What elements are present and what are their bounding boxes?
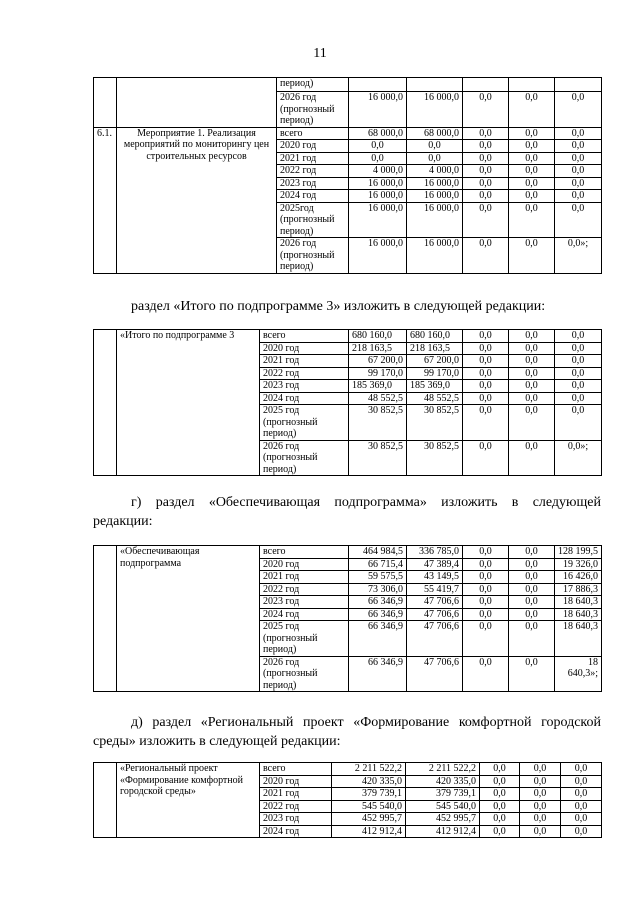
value-cell: 0,0 bbox=[509, 440, 555, 476]
value-cell: 0,0 bbox=[555, 405, 602, 441]
period-cell: всего bbox=[260, 546, 349, 559]
period-cell: 2022 год bbox=[277, 165, 349, 178]
value-cell: 0,0 bbox=[555, 392, 602, 405]
value-cell: 0,0 bbox=[463, 152, 509, 165]
instruction-line: среды» изложить в следующей редакции: bbox=[93, 734, 341, 749]
value-cell: 0,0 bbox=[555, 92, 602, 128]
description-cell bbox=[117, 78, 277, 128]
value-cell: 0,0 bbox=[407, 152, 463, 165]
period-cell: всего bbox=[260, 763, 332, 776]
period-cell: 2023 год bbox=[277, 177, 349, 190]
value-cell: 48 552,5 bbox=[349, 392, 407, 405]
value-cell: 0,0 bbox=[463, 546, 509, 559]
row-number-cell: 6.1. bbox=[94, 127, 117, 273]
value-cell: 0,0 bbox=[349, 140, 407, 153]
value-cell: 0,0»; bbox=[555, 238, 602, 274]
value-cell: 0,0 bbox=[463, 367, 509, 380]
description-cell: Мероприятие 1. Реализация мероприятий по мониторингу цен строительных ресурсов bbox=[117, 127, 277, 273]
value-cell bbox=[555, 78, 602, 92]
value-cell: 16 000,0 bbox=[407, 238, 463, 274]
value-cell: 0,0 bbox=[463, 127, 509, 140]
value-cell: 0,0 bbox=[520, 813, 561, 826]
value-cell: 0,0 bbox=[463, 656, 509, 692]
value-cell: 0,0 bbox=[509, 342, 555, 355]
value-cell: 16 000,0 bbox=[349, 92, 407, 128]
value-cell: 16 000,0 bbox=[349, 190, 407, 203]
value-cell: 43 149,5 bbox=[407, 571, 463, 584]
period-cell: 2023 год bbox=[260, 813, 332, 826]
period-cell: 2021 год bbox=[260, 571, 349, 584]
period-cell: 2021 год bbox=[260, 788, 332, 801]
value-cell: 47 706,6 bbox=[407, 656, 463, 692]
period-cell: 2020 год bbox=[260, 775, 332, 788]
value-cell: 336 785,0 bbox=[407, 546, 463, 559]
value-cell: 0,0 bbox=[520, 800, 561, 813]
value-cell: 0,0 bbox=[509, 177, 555, 190]
value-cell: 0,0 bbox=[509, 330, 555, 343]
value-cell: 59 575,5 bbox=[349, 571, 407, 584]
value-cell bbox=[509, 78, 555, 92]
name-cell: «Итого по подпрограмме 3 bbox=[117, 330, 260, 476]
table-row bbox=[94, 546, 602, 559]
value-cell: 412 912,4 bbox=[332, 825, 406, 838]
value-cell: 66 715,4 bbox=[349, 558, 407, 571]
value-cell: 0,0 bbox=[463, 140, 509, 153]
value-cell: 0,0 bbox=[480, 825, 520, 838]
period-cell: 2023 год bbox=[260, 380, 349, 393]
value-cell: 99 170,0 bbox=[349, 367, 407, 380]
value-cell: 680 160,0 bbox=[407, 330, 463, 343]
value-cell: 0,0 bbox=[555, 152, 602, 165]
value-cell: 30 852,5 bbox=[349, 440, 407, 476]
period-cell: 2024 год bbox=[260, 392, 349, 405]
value-cell: 0,0 bbox=[463, 202, 509, 238]
period-cell: 2022 год bbox=[260, 367, 349, 380]
value-cell: 0,0 bbox=[509, 202, 555, 238]
value-cell: 0,0 bbox=[561, 788, 602, 801]
value-cell: 0,0 bbox=[555, 190, 602, 203]
value-cell: 0,0 bbox=[509, 355, 555, 368]
period-cell: всего bbox=[260, 330, 349, 343]
budget-table-support-subprogram bbox=[93, 545, 602, 692]
value-cell: 16 000,0 bbox=[407, 177, 463, 190]
value-cell: 0,0 bbox=[463, 380, 509, 393]
value-cell: 0,0 bbox=[561, 763, 602, 776]
value-cell: 66 346,9 bbox=[349, 596, 407, 609]
value-cell: 379 739,1 bbox=[332, 788, 406, 801]
period-cell: 2020 год bbox=[260, 342, 349, 355]
value-cell: 47 706,6 bbox=[407, 596, 463, 609]
value-cell: 67 200,0 bbox=[349, 355, 407, 368]
value-cell: 0,0 bbox=[561, 825, 602, 838]
value-cell: 4 000,0 bbox=[349, 165, 407, 178]
budget-table-subprogram-3-total bbox=[93, 329, 602, 476]
value-cell: 0,0 bbox=[520, 788, 561, 801]
value-cell: 0,0 bbox=[480, 763, 520, 776]
period-cell: 2026 год (прогнозный период) bbox=[260, 656, 349, 692]
value-cell: 0,0 bbox=[509, 656, 555, 692]
value-cell: 0,0 bbox=[463, 596, 509, 609]
period-cell: 2025 год (прогнозный период) bbox=[260, 405, 349, 441]
value-cell: 0,0 bbox=[555, 380, 602, 393]
value-cell: 0,0 bbox=[555, 330, 602, 343]
value-cell: 0,0 bbox=[509, 571, 555, 584]
period-cell: период) bbox=[277, 78, 349, 92]
value-cell: 18 640,3 bbox=[555, 608, 602, 621]
period-cell: 2021 год bbox=[277, 152, 349, 165]
value-cell: 0,0 bbox=[509, 190, 555, 203]
value-cell: 47 706,6 bbox=[407, 621, 463, 657]
value-cell: 0,0 bbox=[463, 392, 509, 405]
value-cell: 420 335,0 bbox=[406, 775, 480, 788]
table-row bbox=[94, 78, 602, 92]
value-cell: 68 000,0 bbox=[407, 127, 463, 140]
value-cell: 0,0 bbox=[463, 92, 509, 128]
value-cell: 0,0 bbox=[520, 825, 561, 838]
instruction-line: редакции: bbox=[93, 514, 153, 529]
value-cell: 0,0 bbox=[509, 127, 555, 140]
value-cell: 16 000,0 bbox=[407, 202, 463, 238]
period-cell: 2026 год (прогнозный период) bbox=[260, 440, 349, 476]
value-cell bbox=[463, 78, 509, 92]
value-cell: 0,0 bbox=[555, 355, 602, 368]
value-cell: 0,0 bbox=[509, 621, 555, 657]
period-cell: 2024 год bbox=[277, 190, 349, 203]
period-cell: 2020 год bbox=[277, 140, 349, 153]
value-cell: 0,0 bbox=[509, 608, 555, 621]
value-cell: 0,0 bbox=[509, 165, 555, 178]
value-cell: 0,0 bbox=[555, 165, 602, 178]
value-cell: 0,0 bbox=[520, 775, 561, 788]
value-cell: 0,0 bbox=[555, 140, 602, 153]
value-cell: 0,0 bbox=[509, 152, 555, 165]
budget-table-event-6-1 bbox=[93, 77, 602, 274]
value-cell: 0,0 bbox=[555, 127, 602, 140]
value-cell: 68 000,0 bbox=[349, 127, 407, 140]
period-cell: 2026 год (прогнозный период) bbox=[277, 238, 349, 274]
value-cell: 0,0 bbox=[463, 621, 509, 657]
value-cell: 0,0 bbox=[463, 177, 509, 190]
section-instruction-regional-project bbox=[93, 713, 601, 751]
value-cell: 0,0 bbox=[463, 165, 509, 178]
value-cell: 0,0 bbox=[509, 238, 555, 274]
value-cell bbox=[349, 78, 407, 92]
period-cell: 2023 год bbox=[260, 596, 349, 609]
value-cell: 66 346,9 bbox=[349, 621, 407, 657]
page-number: 11 bbox=[313, 46, 327, 61]
period-cell: 2026 год (прогнозный период) bbox=[277, 92, 349, 128]
value-cell: 0,0 bbox=[480, 813, 520, 826]
instruction-line: г) раздел «Обеспечивающая подпрограмма» изложить в следующей bbox=[131, 495, 601, 510]
value-cell: 185 369,0 bbox=[407, 380, 463, 393]
section-instruction-subprogram-3: раздел «Итого по подпрограмме 3» изложить в следующей редакции: bbox=[131, 299, 546, 314]
value-cell: 4 000,0 bbox=[407, 165, 463, 178]
value-cell: 464 984,5 bbox=[349, 546, 407, 559]
value-cell: 185 369,0 bbox=[349, 380, 407, 393]
period-cell: 2022 год bbox=[260, 800, 332, 813]
value-cell: 545 540,0 bbox=[332, 800, 406, 813]
value-cell: 0,0 bbox=[463, 583, 509, 596]
period-cell: 2021 год bbox=[260, 355, 349, 368]
value-cell: 0,0 bbox=[463, 330, 509, 343]
value-cell: 0,0 bbox=[480, 800, 520, 813]
value-cell: 0,0 bbox=[509, 140, 555, 153]
period-cell: 2020 год bbox=[260, 558, 349, 571]
value-cell: 66 346,9 bbox=[349, 608, 407, 621]
value-cell: 0,0 bbox=[349, 152, 407, 165]
value-cell: 0,0 bbox=[509, 596, 555, 609]
value-cell: 0,0 bbox=[463, 355, 509, 368]
table-row bbox=[94, 763, 602, 776]
value-cell: 412 912,4 bbox=[406, 825, 480, 838]
value-cell: 16 426,0 bbox=[555, 571, 602, 584]
value-cell: 0,0 bbox=[463, 571, 509, 584]
section-instruction-support-subprogram bbox=[93, 493, 601, 531]
name-cell: «Обеспечивающая подпрограмма bbox=[117, 546, 260, 692]
value-cell: 0,0 bbox=[463, 558, 509, 571]
value-cell: 0,0 bbox=[463, 405, 509, 441]
value-cell: 0,0 bbox=[555, 342, 602, 355]
value-cell: 30 852,5 bbox=[349, 405, 407, 441]
value-cell: 0,0 bbox=[480, 775, 520, 788]
value-cell: 0,0 bbox=[509, 92, 555, 128]
row-number-cell bbox=[94, 546, 117, 692]
value-cell: 47 389,4 bbox=[407, 558, 463, 571]
period-cell: 2025год (прогнозный период) bbox=[277, 202, 349, 238]
value-cell: 0,0 bbox=[509, 558, 555, 571]
value-cell: 0,0 bbox=[520, 763, 561, 776]
value-cell: 18 640,3 bbox=[555, 596, 602, 609]
period-cell: 2025 год (прогнозный период) bbox=[260, 621, 349, 657]
table-row bbox=[94, 127, 602, 140]
value-cell: 0,0 bbox=[509, 380, 555, 393]
value-cell: 0,0 bbox=[509, 392, 555, 405]
value-cell: 16 000,0 bbox=[349, 177, 407, 190]
value-cell: 128 199,5 bbox=[555, 546, 602, 559]
row-number-cell bbox=[94, 763, 117, 838]
value-cell: 0,0 bbox=[463, 608, 509, 621]
value-cell: 0,0 bbox=[561, 800, 602, 813]
value-cell: 47 706,6 bbox=[407, 608, 463, 621]
value-cell: 0,0 bbox=[555, 177, 602, 190]
value-cell: 0,0 bbox=[509, 367, 555, 380]
value-cell: 55 419,7 bbox=[407, 583, 463, 596]
value-cell: 16 000,0 bbox=[349, 202, 407, 238]
row-number-cell bbox=[94, 330, 117, 476]
value-cell: 67 200,0 bbox=[407, 355, 463, 368]
value-cell: 0,0 bbox=[561, 813, 602, 826]
period-cell: всего bbox=[277, 127, 349, 140]
period-cell: 2024 год bbox=[260, 825, 332, 838]
value-cell bbox=[407, 78, 463, 92]
value-cell: 2 211 522,2 bbox=[332, 763, 406, 776]
value-cell: 0,0 bbox=[463, 190, 509, 203]
value-cell: 0,0 bbox=[463, 238, 509, 274]
row-number-cell bbox=[94, 78, 117, 128]
value-cell: 16 000,0 bbox=[407, 190, 463, 203]
value-cell: 2 211 522,2 bbox=[406, 763, 480, 776]
budget-table-regional-project bbox=[93, 762, 602, 838]
value-cell: 0,0 bbox=[509, 546, 555, 559]
value-cell: 0,0 bbox=[463, 440, 509, 476]
value-cell: 218 163,5 bbox=[349, 342, 407, 355]
value-cell: 680 160,0 bbox=[349, 330, 407, 343]
value-cell: 0,0 bbox=[480, 788, 520, 801]
value-cell: 379 739,1 bbox=[406, 788, 480, 801]
period-cell: 2022 год bbox=[260, 583, 349, 596]
name-cell: «Региональный проект «Формирование комфортной городской среды» bbox=[117, 763, 260, 838]
value-cell: 66 346,9 bbox=[349, 656, 407, 692]
value-cell: 99 170,0 bbox=[407, 367, 463, 380]
value-cell: 16 000,0 bbox=[349, 238, 407, 274]
value-cell: 73 306,0 bbox=[349, 583, 407, 596]
value-cell: 218 163,5 bbox=[407, 342, 463, 355]
value-cell: 0,0 bbox=[509, 405, 555, 441]
instruction-line: д) раздел «Региональный проект «Формирование комфортной городской bbox=[131, 715, 601, 730]
value-cell: 545 540,0 bbox=[406, 800, 480, 813]
value-cell: 30 852,5 bbox=[407, 440, 463, 476]
value-cell: 0,0 bbox=[463, 342, 509, 355]
value-cell: 420 335,0 bbox=[332, 775, 406, 788]
value-cell: 0,0 bbox=[509, 583, 555, 596]
value-cell: 452 995,7 bbox=[332, 813, 406, 826]
value-cell: 0,0 bbox=[555, 367, 602, 380]
value-cell: 0,0»; bbox=[555, 440, 602, 476]
value-cell: 0,0 bbox=[561, 775, 602, 788]
value-cell: 17 886,3 bbox=[555, 583, 602, 596]
value-cell: 19 326,0 bbox=[555, 558, 602, 571]
value-cell: 0,0 bbox=[407, 140, 463, 153]
table-row bbox=[94, 330, 602, 343]
value-cell: 48 552,5 bbox=[407, 392, 463, 405]
value-cell: 452 995,7 bbox=[406, 813, 480, 826]
value-cell: 30 852,5 bbox=[407, 405, 463, 441]
value-cell: 16 000,0 bbox=[407, 92, 463, 128]
period-cell: 2024 год bbox=[260, 608, 349, 621]
value-cell: 0,0 bbox=[555, 202, 602, 238]
value-cell: 18 640,3»; bbox=[555, 656, 602, 692]
value-cell: 18 640,3 bbox=[555, 621, 602, 657]
